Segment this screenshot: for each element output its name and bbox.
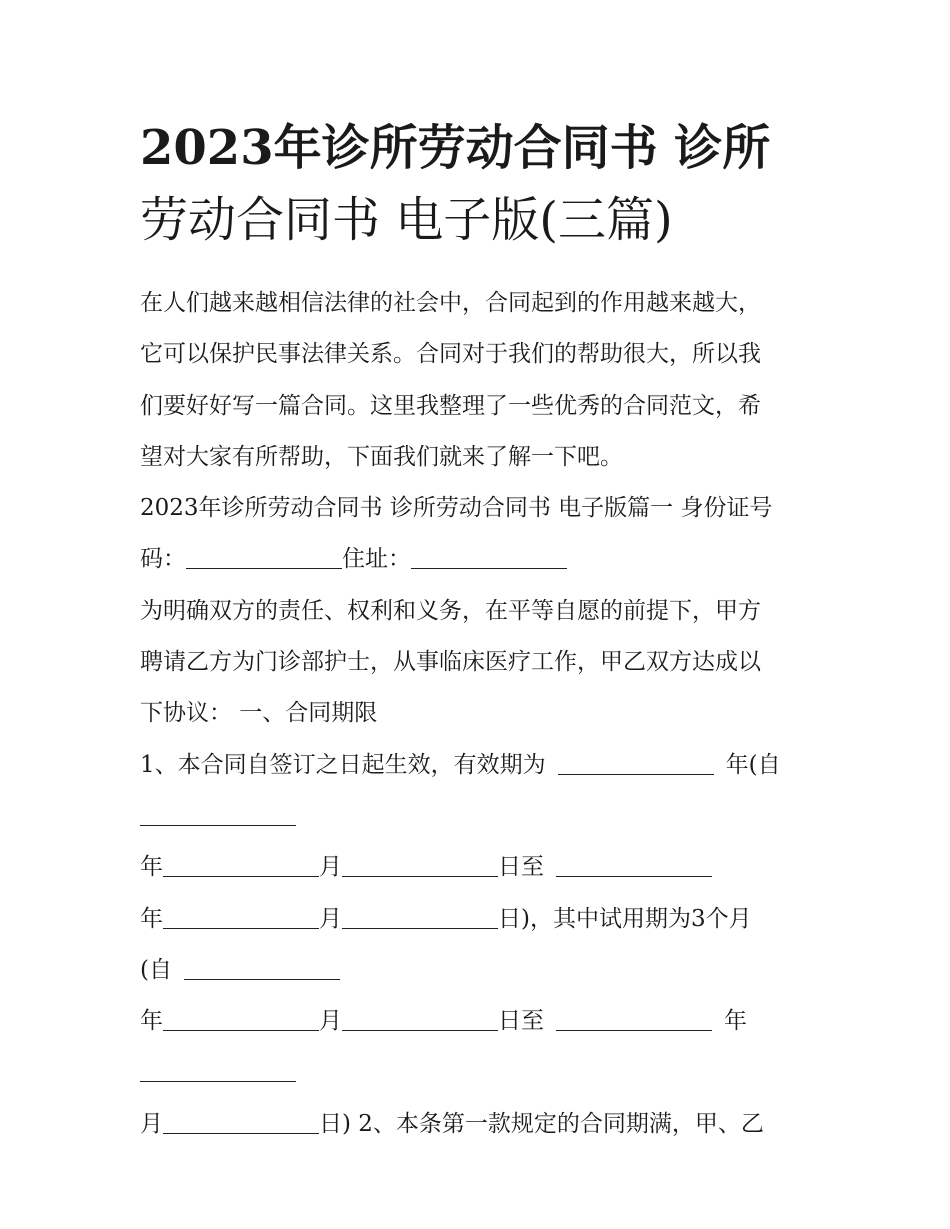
id-number-blank[interactable] (186, 542, 342, 569)
clause-2-line (140, 1099, 820, 1150)
section-heading: 2023年诊所劳动合同书 诊所劳动合同书 电子版篇一 身份证号 (140, 495, 773, 522)
intro-line: 们要好好写一篇合同。这里我整理了一些优秀的合同范文，希 (140, 392, 761, 419)
blank-line (140, 1047, 820, 1098)
contract-years-blank[interactable] (558, 748, 714, 775)
month-label: 月 (140, 1110, 163, 1137)
title-line-2: 劳动合同书 电子版(三篇) (140, 192, 673, 248)
month-label: 月 (319, 1008, 342, 1035)
day-to-label: 日至 (498, 1008, 544, 1035)
trial-from-label: (自 (140, 956, 172, 983)
trial-end-day-blank[interactable] (163, 1107, 319, 1134)
end-month-blank[interactable] (163, 902, 319, 929)
date-line (140, 996, 820, 1047)
trial-period-label: 日)，其中试用期为3个月 (498, 905, 752, 932)
date-line (140, 894, 820, 945)
day-to-label: 日至 (498, 854, 544, 881)
intro-line: 望对大家有所帮助，下面我们就来了解一下吧。 (140, 443, 623, 470)
year-label: 年 (724, 1008, 747, 1035)
trial-end-year-blank[interactable] (556, 1004, 712, 1031)
title-line-1: 2023年诊所劳动合同书 诊所 (140, 120, 771, 176)
purpose-line: 下协议： 一、合同期限 (140, 700, 378, 727)
month-label: 月 (319, 905, 342, 932)
document-title (140, 112, 820, 256)
clause-1-line (140, 740, 820, 791)
month-label: 月 (319, 854, 342, 881)
id-label: 码： (140, 546, 186, 573)
start-year-blank[interactable] (140, 799, 296, 826)
end-year-blank[interactable] (556, 850, 712, 877)
intro-line: 在人们越来越相信法律的社会中，合同起到的作用越来越大， (140, 290, 761, 316)
clause-1-text: 1、本合同自签订之日起生效，有效期为 (140, 751, 546, 778)
blank-line (140, 791, 820, 842)
year-label: 年 (140, 905, 163, 932)
start-day-blank[interactable] (342, 850, 498, 877)
trial-start-day-blank[interactable] (342, 1004, 498, 1031)
year-from-label: 年(自 (725, 751, 781, 778)
trial-from-line (140, 945, 820, 996)
address-label: 住址： (342, 546, 411, 573)
address-blank[interactable] (411, 542, 567, 569)
year-label: 年 (140, 1008, 163, 1035)
purpose-line: 为明确双方的责任、权利和义务，在平等自愿的前提下，甲方 (140, 597, 761, 624)
end-day-blank[interactable] (342, 902, 498, 929)
trial-end-month-blank[interactable] (140, 1055, 296, 1082)
trial-start-month-blank[interactable] (163, 1004, 319, 1031)
intro-line: 它可以保护民事法律关系。合同对于我们的帮助很大，所以我 (140, 341, 761, 368)
start-month-blank[interactable] (163, 850, 319, 877)
year-label: 年 (140, 854, 163, 881)
clause-2-text: 日) 2、本条第一款规定的合同期满，甲、乙 (319, 1110, 764, 1137)
trial-start-year-blank[interactable] (184, 953, 340, 980)
purpose-line: 聘请乙方为门诊部护士，从事临床医疗工作，甲乙双方达成以 (140, 649, 761, 676)
id-address-line (140, 534, 820, 585)
date-line (140, 842, 820, 893)
document-body (140, 278, 820, 1150)
